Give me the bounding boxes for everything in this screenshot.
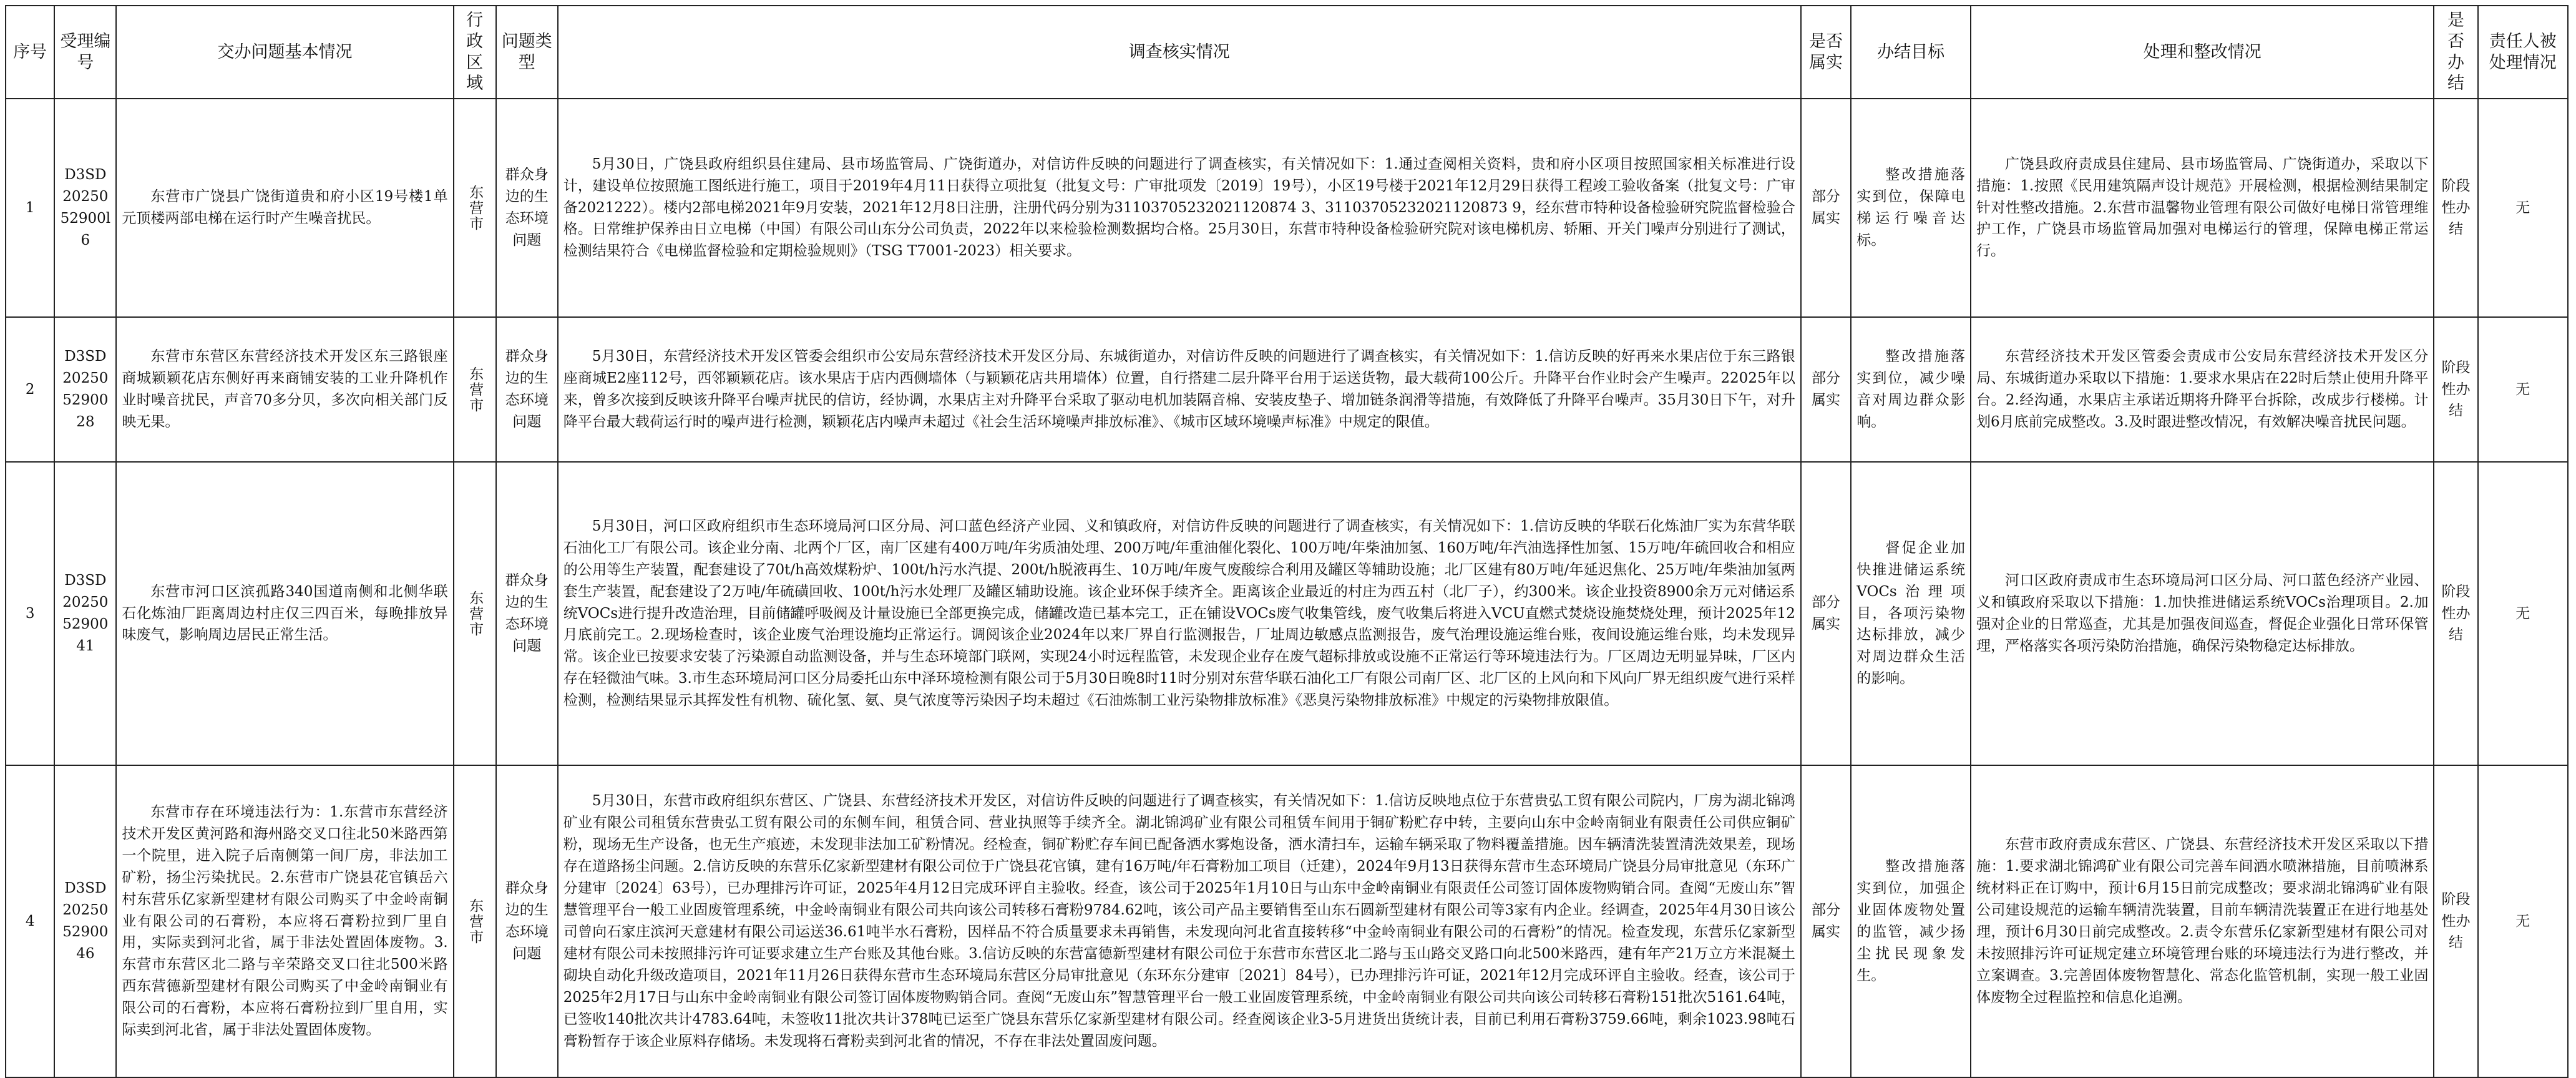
cell-investigation: 5月30日，东营经济技术开发区管委会组织市公安局东营经济技术开发区分局、东城街道办，对信访件反映的问题进行了调查核实，有关情况如下：1.信访反映的好再来水果店位于东三路银座商城E2座112号，西邻颖颖花店。该水果店于店内西侧墙体（与颖颖花店共用墙体）位置，自行搭建二层升降平台用于运送货物，最大载荷100公斤。升降平台作业时会产生噪声。22025年以来，曾多次接到反映该升降平台噪声扰民的信访，经协调，水果店主对升降平台采取了驱动电机加装隔音棉、安装皮垫子、增加链条润滑等措施，有效降低了升降平台噪声。35月30日下午，对升降平台最大载荷运行时的噪声进行检测，颖颖花店内噪声未超过《社会生活环境噪声排放标准》、《城市区域环境噪声标准》中规定的限值。 [558, 317, 1801, 462]
table-row [6, 317, 2568, 462]
header-type: 问题类型 [496, 6, 558, 99]
cell-type: 群众身边的生态环境问题 [496, 99, 558, 317]
cell-type: 群众身边的生态环境问题 [496, 765, 558, 1077]
cell-handling: 东营市政府责成东营区、广饶县、东营经济技术开发区采取以下措施：1.要求湖北锦鸿矿业有限公司完善车间洒水喷淋措施，目前喷淋系统材料正在订购中，预计6月15日前完成整改；要求湖北锦鸿矿业有限公司建设规范的运输车辆清洗装置，目前车辆清洗装置正在进行地基处理，预计6月30日前完成整改。2.责令东营乐亿家新型建材有限公司对未按照排污许可证规定建立环境管理台账的环境违法行为进行整改，并立案调查。3.完善固体废物智慧化、常态化监管机制，实现一般工业固体废物全过程监控和信息化追溯。 [1971, 765, 2434, 1077]
cell-goal: 整改措施落实到位，减少噪音对周边群众影响。 [1851, 317, 1971, 462]
cell-closed: 阶段性办结 [2434, 462, 2477, 765]
cell-seq: 3 [6, 462, 54, 765]
cell-closed: 阶段性办结 [2434, 765, 2477, 1077]
cell-region [454, 462, 496, 765]
cell-handling: 东营经济技术开发区管委会责成市公安局东营经济技术开发区分局、东城街道办采取以下措施：1.要求水果店在22时后禁止使用升降平台。2.经沟通，水果店主承诺近期将升降平台拆除，改成步行楼梯。计划6月底前完成整改。3.及时跟进整改情况，有效解决噪音扰民问题。 [1971, 317, 2434, 462]
table-row [6, 462, 2568, 765]
cell-handling: 广饶县政府责成县住建局、县市场监管局、广饶街道办，采取以下措施：1.按照《民用建筑隔声设计规范》开展检测，根据检测结果制定针对性整改措施。2.东营市温馨物业管理有限公司做好电梯日常管理维护工作，广饶县市场监管局加强对电梯运行的管理，保障电梯正常运行。 [1971, 99, 2434, 317]
cell-verified: 部分属实 [1801, 317, 1851, 462]
cell-investigation: 5月30日，东营市政府组织东营区、广饶县、东营经济技术开发区，对信访件反映的问题进行了调查核实，有关情况如下：1.信访反映地点位于东营贵弘工贸有限公司院内，厂房为湖北锦鸿矿业有限公司租赁东营贵弘工贸有限公司的东侧车间，租赁合同、营业执照等手续齐全。湖北锦鸿矿业有限公司租赁车间用于铜矿粉贮存中转，主要向山东中金岭南铜业有限责任公司供应铜矿粉，现场无生产设备，也无生产痕迹，未发现非法加工矿粉情况。经检查，铜矿粉贮存车间已配备洒水雾炮设备，洒水清扫车，运输车辆采取了物料覆盖措施。因车辆清洗装置清洗效果差，现场存在道路扬尘问题。2.信访反映的东营乐亿家新型建材有限公司位于广饶县花官镇，建有16万吨/年石膏粉加工项目（迁建），2024年9月13日获得东营市生态环境局广饶县分局审批意见（东环广分建审〔2024〕63号），已办理排污许可证，2025年4月12日完成环评自主验收。经查，该公司于2025年1月10日与山东中金岭南铜业有限责任公司签订固体废物购销合同。查阅“无废山东”智慧管理平台一般工业固废管理系统，中金岭南铜业有限公司共向该公司转移石膏粉9784.62吨，该公司产品主要销售至山东石圆新型建材有限公司等3家有内企业。经调查，2025年4月30日该公司曾向石家庄滨河天意建材有限公司运送36.61吨半水石膏粉，因样品不符合质量要求未再销售，未发现向河北省直接转移“中金岭南铜业有限公司的石膏粉”的情况。检查发现，东营乐亿家新型建材有限公司未按照排污许可证要求建立生产台账及其他台账。3.信访反映的东营富德新型建材有限公司位于东营市东营区北二路与玉山路交叉路口向北500米路西，建有年产21万立方米混凝土砌块自动化升级改造项目，2021年11月26日获得东营市生态环境局东营区分局审批意见（东环东分建审〔2021〕84号），已办理排污许可证，2021年12月完成环评自主验收。经查，该公司于2025年2月17日与山东中金岭南铜业有限公司签订固体废物购销合同。查阅“无废山东”智慧管理平台一般工业固废管理系统，中金岭南铜业有限公司共向该公司转移石膏粉151批次5161.64吨，已签收140批次共计4783.64吨，未签收11批次共计378吨已运至广饶县东营乐亿家新型建材有限公司。经查阅该企业3-5月进货出货统计表，目前已利用石膏粉3759.66吨，剩余1023.98吨石膏粉暂存于该企业原料存储场。未发现将石膏粉卖到河北省的情况，不存在非法处置固废问题。 [558, 765, 1801, 1077]
cell-region [454, 99, 496, 317]
cell-seq: 2 [6, 317, 54, 462]
cell-goal: 整改措施落实到位，加强企业固体废物处置的监管，减少扬尘扰民现象发生。 [1851, 765, 1971, 1077]
complaint-table [5, 5, 2569, 1078]
cell-problem: 东营市广饶县广饶街道贵和府小区19号楼1单元顶楼两部电梯在运行时产生噪音扰民。 [116, 99, 453, 317]
header-goal: 办结目标 [1851, 6, 1971, 99]
region-text: 东营市 [467, 366, 484, 413]
cell-accountability: 无 [2478, 99, 2568, 317]
cell-id: D3SD2025052900 46 [54, 765, 116, 1077]
header-id: 受理编号 [54, 6, 116, 99]
header-problem: 交办问题基本情况 [116, 6, 453, 99]
region-text: 东营市 [467, 184, 484, 232]
complaint-table-container [5, 5, 2569, 1078]
header-handling: 处理和整改情况 [1971, 6, 2434, 99]
cell-type: 群众身边的生态环境问题 [496, 462, 558, 765]
cell-goal: 督促企业加快推进储运系统VOCs治理项目，各项污染物达标排放，减少对周边群众生活的影响。 [1851, 462, 1971, 765]
cell-seq: 1 [6, 99, 54, 317]
header-region: 行政区域 [454, 6, 496, 99]
header-accountability: 责任人被处理情况 [2478, 6, 2568, 99]
cell-problem: 东营市存在环境违法行为：1.东营市东营经济技术开发区黄河路和海州路交叉口往北50米路西第一个院里，进入院子后南侧第一间厂房，非法加工矿粉，扬尘污染扰民。2.东营市广饶县花官镇岳六村东营乐亿家新型建材有限公司购买了中金岭南铜业有限公司的石膏粉，本应将石膏粉拉到厂里自用，实际卖到河北省，属于非法处置固体废物。3.东营市东营区北二路与辛荣路交叉口往北500米路西东营德新型建材有限公司购买了中金岭南铜业有限公司的石膏粉，本应将石膏粉拉到厂里自用，实际卖到河北省，属于非法处置固体废物。 [116, 765, 453, 1077]
cell-problem: 东营市东营区东营经济技术开发区东三路银座商城颖颖花店东侧好再来商铺安装的工业升降机作业时噪音扰民，声音70多分贝，多次向相关部门反映无果。 [116, 317, 453, 462]
region-text: 东营市 [467, 590, 484, 637]
cell-region [454, 317, 496, 462]
table-row [6, 765, 2568, 1077]
cell-investigation: 5月30日，广饶县政府组织县住建局、县市场监管局、广饶街道办，对信访件反映的问题进行了调查核实，有关情况如下：1.通过查阅相关资料，贵和府小区项目按照国家相关标准进行设计，建设单位按照施工图纸进行施工，项目于2019年4月11日获得立项批复（批复文号：广审批项发〔2019〕19号），小区19号楼于2021年12月29日获得工程竣工验收备案（批复文号：广审备2021222）。楼内2部电梯2021年9月安装，2021年12月8日注册，注册代码分别为31103705232021120874 3、31103705232021120873 9，经东营市特种设备检验研究院监督检验合格。日常维护保养由日立电梯（中国）有限公司山东分公司负责，2022年以来检验检测数据均合格。25月30日，东营市特种设备检验研究院对该电梯机房、轿厢、开关门噪声分别进行了测试，检测结果符合《电梯监督检验和定期检验规则》（TSG T7001-2023）相关要求。 [558, 99, 1801, 317]
cell-verified: 部分属实 [1801, 99, 1851, 317]
cell-handling: 河口区政府责成市生态环境局河口区分局、河口蓝色经济产业园、义和镇政府采取以下措施：1.加快推进储运系统VOCs治理项目。2.加强对企业的日常巡查，尤其是加强夜间巡查，督促企业强化日常环保管理，严格落实各项污染防治措施，确保污染物稳定达标排放。 [1971, 462, 2434, 765]
cell-investigation: 5月30日，河口区政府组织市生态环境局河口区分局、河口蓝色经济产业园、义和镇政府，对信访件反映的问题进行了调查核实，有关情况如下：1.信访反映的华联石化炼油厂实为东营华联石油化工厂有限公司。该企业分南、北两个厂区，南厂区建有400万吨/年劣质油处理、200万吨/年重油催化裂化、100万吨/年柴油加氢、160万吨/年汽油选择性加氢、15万吨/年硫回收合和相应的公用等生产装置，配套建设了70t/h高效煤粉炉、100t/h污水汽提、200t/h脱液再生、10万吨/年废气废酸综合利用及罐区等辅助设施；北厂区建有80万吨/年延迟焦化、25万吨/年柴油加氢两套生产装置，配套建设了2万吨/年硫磺回收、100t/h污水处理厂及罐区辅助设施。该企业环保手续齐全。距离该企业最近的村庄为西五村（北厂子），约300米。该企业投资8900余万元对储运系统VOCs进行提升改造治理，目前储罐呼吸阀及计量设施已全部更换完成，储罐改造已基本完工，正在铺设VOCs废气收集管线，废气收集后将进入VCU直燃式焚烧设施焚烧处理，预计2025年12月底前完工。2.现场检查时，该企业废气治理设施均正常运行。调阅该企业2024年以来厂界自行监测报告，厂址周边敏感点监测报告，废气治理设施运维台账，夜间设施运维台账，均未发现异常。该企业已按要求安装了污染源自动监测设备，并与生态环境部门联网，实现24小时远程监管，未发现企业存在废气超标排放或设施不正常运行等环境违法行为。厂区周边无明显异味，厂区内存在轻微油气味。3.市生态环境局河口区分局委托山东中泽环境检测有限公司于5月30日晚8时11时分别对东营华联石油化工厂有限公司南厂区、北厂区的上风向和下风向厂界无组织废气进行采样检测，检测结果显示其挥发性有机物、硫化氢、氨、臭气浓度等污染因子均未超过《石油炼制工业污染物排放标准》《恶臭污染物排放标准》中规定的污染物排放限值。 [558, 462, 1801, 765]
cell-verified: 部分属实 [1801, 462, 1851, 765]
cell-id: D3SD2025052900 41 [54, 462, 116, 765]
cell-verified: 部分属实 [1801, 765, 1851, 1077]
cell-id: D3SD2025052900l6 [54, 99, 116, 317]
cell-type: 群众身边的生态环境问题 [496, 317, 558, 462]
header-row [6, 6, 2568, 99]
table-row [6, 99, 2568, 317]
header-investigation: 调查核实情况 [558, 6, 1801, 99]
header-verified: 是否属实 [1801, 6, 1851, 99]
cell-region [454, 765, 496, 1077]
header-seq: 序号 [6, 6, 54, 99]
cell-seq: 4 [6, 765, 54, 1077]
cell-accountability: 无 [2478, 462, 2568, 765]
cell-closed: 阶段性办结 [2434, 99, 2477, 317]
region-text: 东营市 [467, 898, 484, 945]
cell-closed: 阶段性办结 [2434, 317, 2477, 462]
cell-goal: 整改措施落实到位，保障电梯运行噪音达标。 [1851, 99, 1971, 317]
cell-id: D3SD2025052900 28 [54, 317, 116, 462]
header-closed: 是否办结 [2434, 6, 2477, 99]
cell-accountability: 无 [2478, 317, 2568, 462]
cell-problem: 东营市河口区滨孤路340国道南侧和北侧华联石化炼油厂距离周边村庄仅三四百米，每晚排放异味废气，影响周边居民正常生活。 [116, 462, 453, 765]
cell-accountability: 无 [2478, 765, 2568, 1077]
